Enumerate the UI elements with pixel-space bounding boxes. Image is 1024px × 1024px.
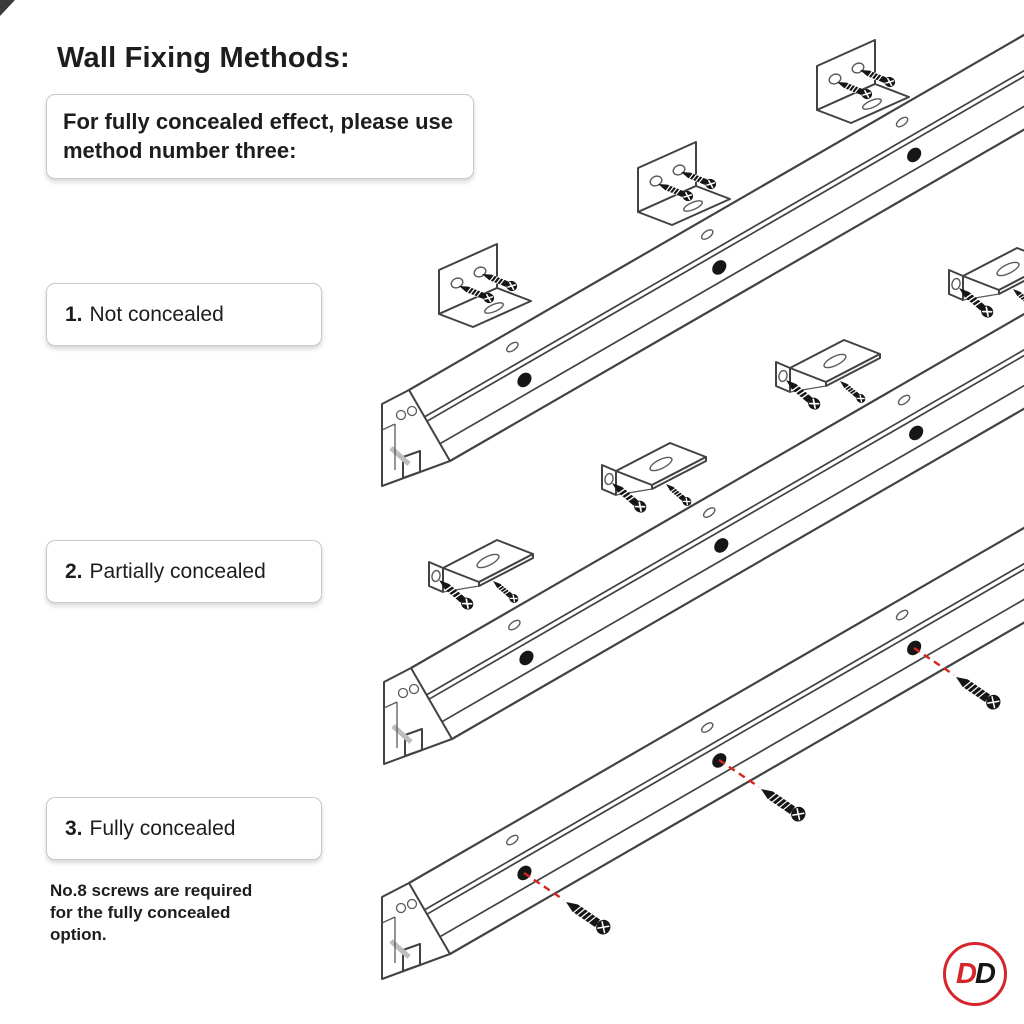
method-label-text: Fully concealed <box>89 816 236 840</box>
page-title: Wall Fixing Methods: <box>57 42 350 74</box>
clamp-bracket-icon <box>602 443 706 515</box>
method-label-not-concealed <box>46 283 322 346</box>
intro-note-text: For fully concealed effect, please use method number three: <box>63 109 454 163</box>
no8-screw-icon <box>562 896 613 938</box>
intro-note-box <box>46 94 474 179</box>
method-label-fully-concealed <box>46 797 322 860</box>
concealed-screw-guides <box>524 648 1003 937</box>
method-number: 1. <box>65 302 83 326</box>
method-label-text: Not concealed <box>89 302 224 326</box>
method-label-partially-concealed <box>46 540 322 603</box>
no8-screw-icon <box>757 783 808 825</box>
rail-end-cap <box>382 883 450 979</box>
clamp-bracket-icon <box>429 540 533 612</box>
method-number: 3. <box>65 816 83 840</box>
method-number: 2. <box>65 559 83 583</box>
clamp-bracket-icon <box>776 340 880 412</box>
screws-footnote: No.8 screws are required for the fully concealed option. <box>50 881 253 945</box>
track-rail-method-1 <box>382 0 1024 486</box>
clamp-bracket-icon <box>949 248 1024 320</box>
corner-mark <box>0 0 15 16</box>
logo-letter: D <box>975 957 994 990</box>
method-label-text: Partially concealed <box>89 559 266 583</box>
l-bracket-icon <box>439 244 531 327</box>
logo-letter: D <box>956 957 975 990</box>
rail-end-cap <box>384 668 452 764</box>
dd-brand-logo <box>943 942 1007 1006</box>
rail-end-cap <box>382 390 450 486</box>
track-rail-method-2 <box>384 253 1024 764</box>
no8-screw-icon <box>952 671 1003 713</box>
